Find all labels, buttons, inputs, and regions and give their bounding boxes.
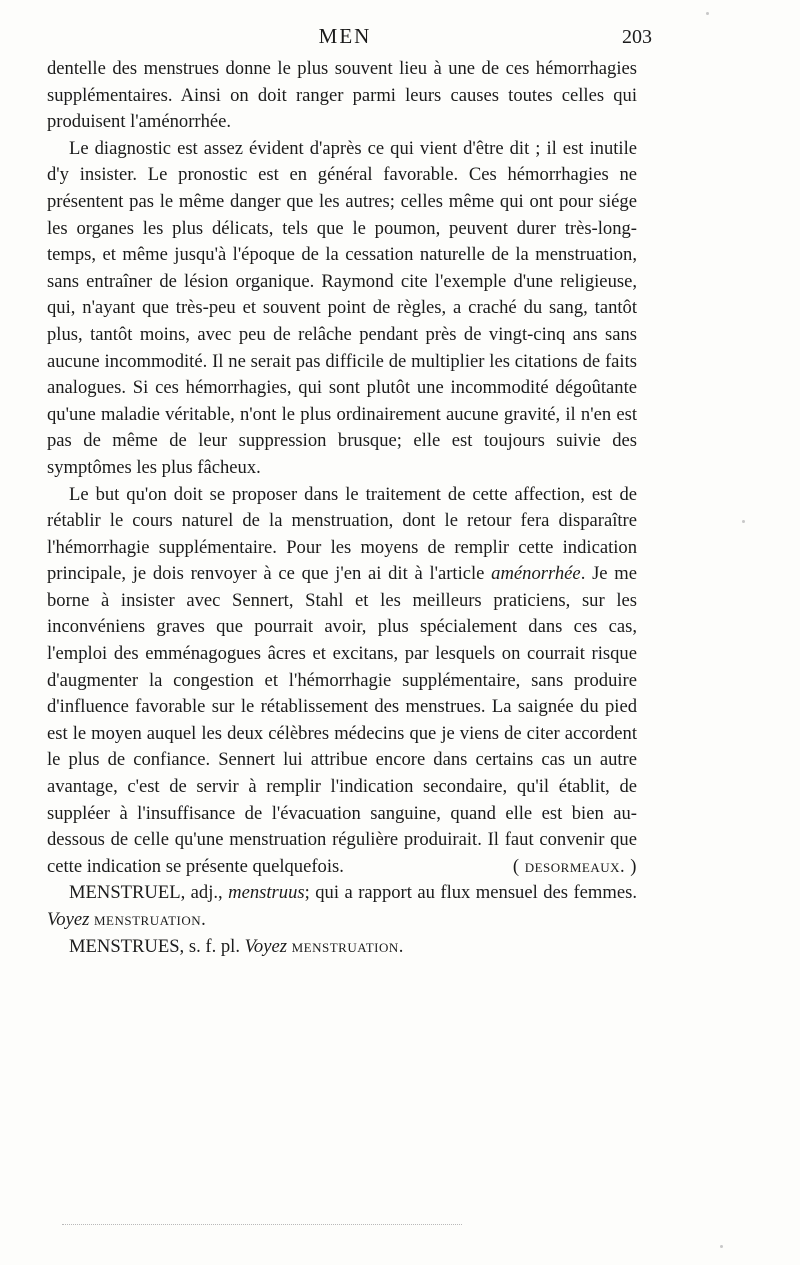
entry-menstrues [47, 934, 637, 961]
entry-voyez: Voyez [244, 935, 287, 957]
paragraph-diagnostic: Le diagnostic est assez évident d'après ce qui vient d'être dit ; il est inutile d'y insister. Le pronostic est en général favorable. Ces hémorrhagies ne présentent pas le même danger que les autres; celles même qui ont pour siége les organes les plus délicats, tels que le poumon, peuvent durer très-long-temps, et même jusqu'à l'époque de la cessation naturelle de la menstruation, sans entraîner de lésion organique. Raymond cite l'exemple d'une religieuse, qui, n'ayant que très-peu et souvent point de règles, a craché du sang, tantôt plus, tantôt moins, avec peu de relâche pendant près de vingt-cinq ans sans aucune incommodité. Il ne serait pas difficile de multiplier les citations de faits analogues. Si ces hémorrhagies, qui sont plutôt une incommodité dégoûtante qu'une maladie véritable, n'ont le plus ordinairement aucune gravité, il n'en est pas de même de leur suppression brusque; elle est toujours suivie des symptômes les plus fâcheux. [47, 137, 637, 478]
running-header [50, 24, 652, 54]
article-reference: aménorrhée [491, 563, 581, 585]
bleed-through-rule [62, 1224, 462, 1225]
entry-grammar: , s. f. pl. [179, 935, 245, 957]
treatment-text-start: Le but qu'on doit se proposer dans le traitement de cette affection, est de rétablir le cours naturel de la menstruation, dont le retour fera disparaître l'hémorrhagie supplémentaire. Pour les moyens de remplir cette indication principale, je dois renvoyer à ce que j'en ai dit à l'article [47, 483, 637, 585]
paper-speck [706, 12, 709, 15]
entry-cross-reference: menstruation. [94, 909, 207, 930]
paragraph-treatment [47, 482, 637, 881]
entry-menstruel [47, 880, 637, 933]
entry-cross-reference: menstruation. [291, 935, 404, 957]
paragraph-continuation: dentelle des menstrues donne le plus souvent lieu à une de ces hémorrhagies supplémentaires. Ainsi on doit ranger parmi leurs causes toutes celles qui produisent l'aménorrhée. [47, 58, 637, 133]
entry-latin: menstruus [228, 882, 305, 904]
author-attribution: ( desormeaux. ) [512, 855, 637, 877]
entry-definition: ; qui a rapport au flux mensuel des femmes. [304, 882, 637, 904]
paper-speck [742, 520, 745, 523]
page-number: 203 [622, 26, 652, 48]
entry-grammar: , adj., [180, 882, 229, 904]
page-body [47, 56, 637, 960]
paper-speck [720, 1245, 723, 1248]
running-head-word: MEN [318, 24, 372, 48]
treatment-text-end: . Je me borne à insister avec Sennert, Stahl et les meilleurs praticiens, sur les inconvéniens graves que pourrait avoir, plus spécialement dans ces cas, l'emploi des emménagogues âcres et excitans, par lesquels on courrait risque d'augmenter la congestion et l'hémorrhagie supplémentaire, sans produire d'influence favorable sur le rétablissement des menstrues. La saignée du pied est le moyen auquel les deux célèbres médecins que je viens de citer accordent le plus de confiance. Sennert lui attribue encore dans certains cas un autre avantage, c'est de servir à remplir l'indication secondaire, qu'il établit, de suppléer à l'insuffisance de l'évacuation sanguine, quand elle est bien au-dessous de celle qu'une menstruation régulière produirait. Il faut convenir que cette indication se présente quelquefois. [47, 563, 637, 877]
entry-voyez: Voyez [47, 909, 90, 930]
entry-headword: MENSTRUEL [69, 882, 181, 904]
entry-headword: MENSTRUES [69, 935, 180, 957]
